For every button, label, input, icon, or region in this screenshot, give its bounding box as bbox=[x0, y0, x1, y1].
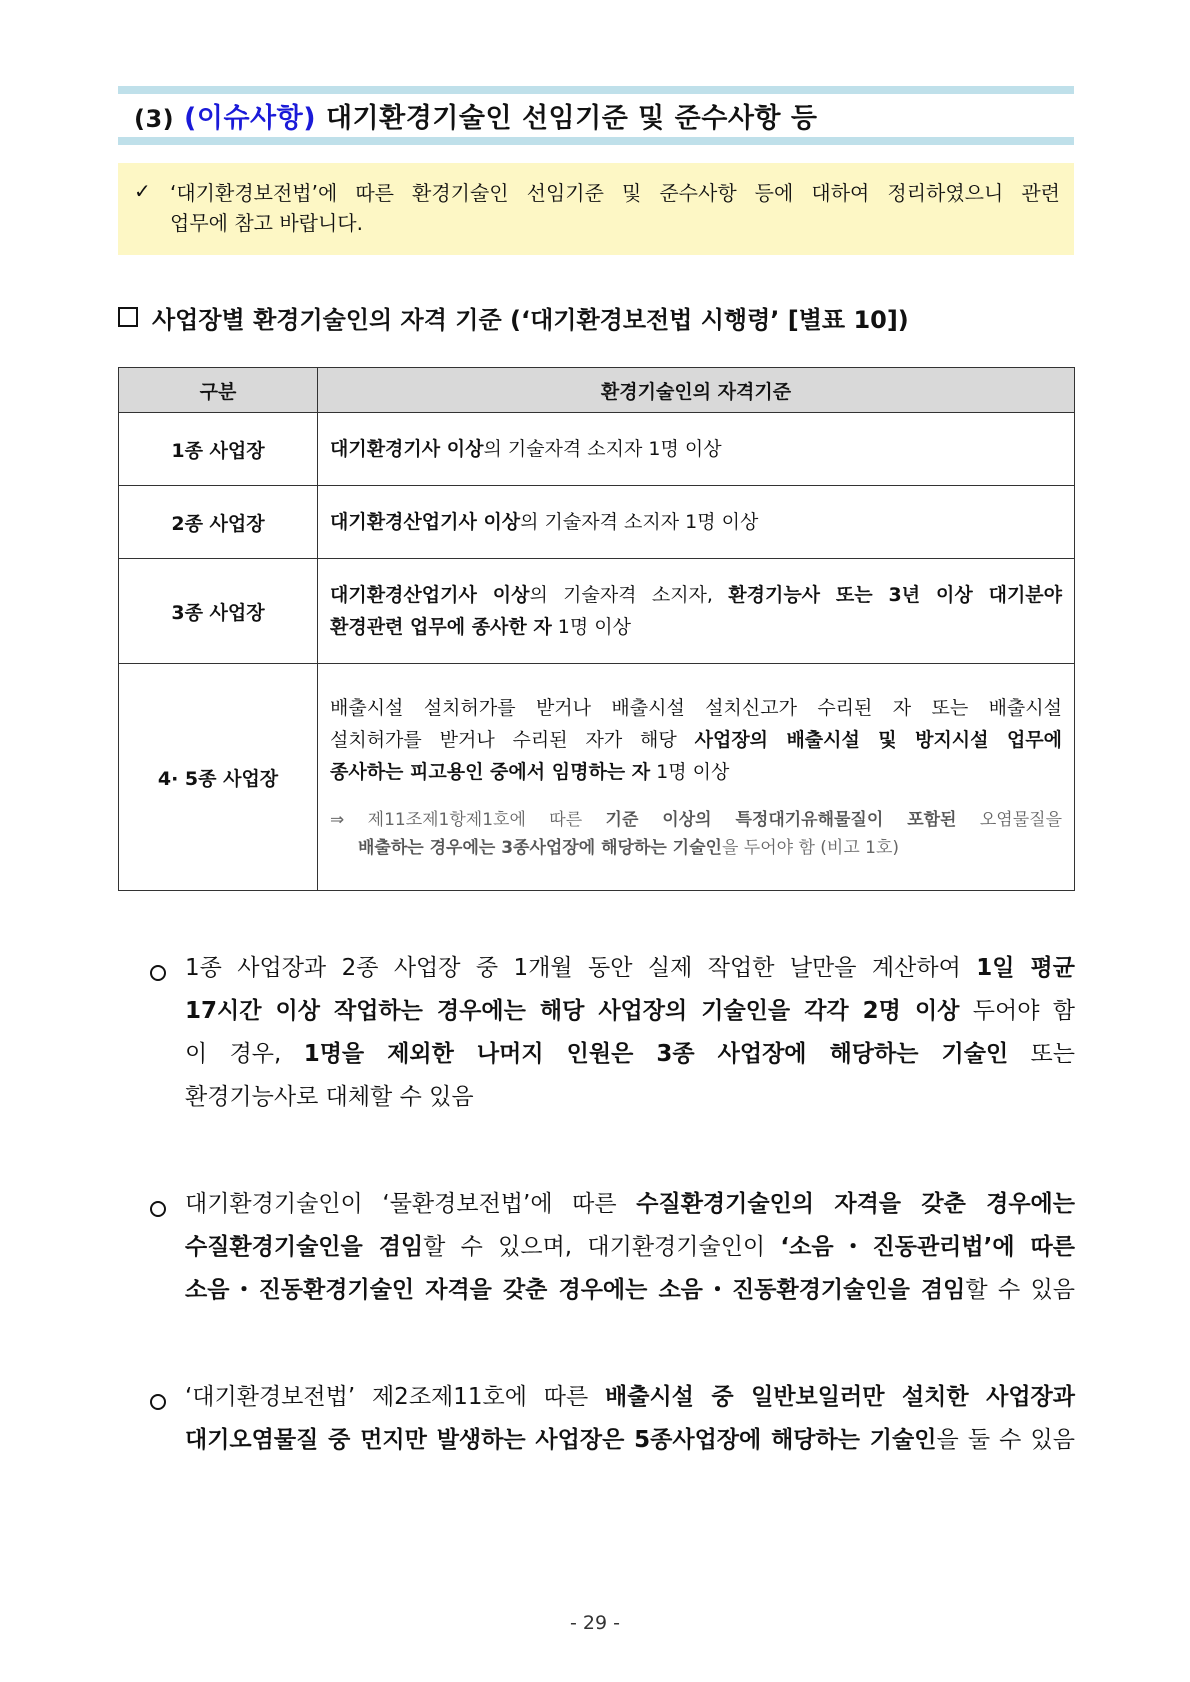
title-issue-tag: (이슈사항) bbox=[184, 103, 317, 134]
title-number: (3) bbox=[134, 105, 175, 133]
bullet-3-marker bbox=[150, 1391, 166, 1416]
section-heading bbox=[118, 300, 909, 335]
circle-bullet-icon bbox=[150, 965, 166, 981]
bold-text: 소음・진동환경기술인 자격을 갖춘 경우에는 소음・진동환경기술인을 겸임 bbox=[185, 1277, 966, 1303]
bullet-2-line-1 bbox=[185, 1183, 1075, 1226]
bullet-3-line-2 bbox=[185, 1419, 1075, 1462]
bold-text: 대기환경기사 이상 bbox=[330, 438, 484, 460]
bold-text: 대기환경산업기사 이상 bbox=[330, 584, 530, 606]
bold-text: 수질환경기술인의 자격을 갖춘 경우에는 bbox=[636, 1191, 1075, 1217]
bullet-2-line-3 bbox=[185, 1269, 1075, 1312]
bold-text: ‘소음・진동관리법’에 따른 bbox=[780, 1234, 1075, 1260]
plain-text: 오염물질을 bbox=[956, 810, 1062, 830]
bold-text: 환경관련 업무에 종사한 자 bbox=[330, 616, 552, 638]
plain-text: ‘대기환경보전법’ 제2조제11호에 따른 bbox=[185, 1384, 606, 1410]
bullet-3-line-1 bbox=[185, 1376, 1075, 1419]
plain-text: 또는 bbox=[1008, 1041, 1075, 1067]
plain-text: 이 경우, bbox=[185, 1041, 304, 1067]
qual-line-1: 배출시설 설치허가를 받거나 배출시설 설치신고가 수리된 자 또는 배출시설 bbox=[330, 697, 1062, 719]
check-icon: ✓ bbox=[134, 179, 151, 203]
checkbox-square-icon bbox=[118, 307, 138, 327]
title-top-rule bbox=[118, 86, 1074, 94]
row-qualification bbox=[318, 559, 1075, 664]
row-category: 1종 사업장 bbox=[119, 413, 318, 486]
bold-text: 사업장의 배출시설 및 방지시설 업무에 bbox=[694, 729, 1063, 751]
row-category: 2종 사업장 bbox=[119, 486, 318, 559]
plain-text: 을 두어야 함 (비고 1호) bbox=[721, 838, 900, 858]
plain-text: 1명 이상 bbox=[551, 616, 631, 638]
notice-line-2: 업무에 참고 바랍니다. bbox=[170, 211, 363, 235]
bullet-1-marker bbox=[150, 962, 166, 987]
title-bottom-rule bbox=[118, 137, 1074, 145]
notice-line-1: ‘대기환경보전법’에 따른 환경기술인 선임기준 및 준수사항 등에 대하여 정리하였으니 관련 bbox=[170, 181, 1060, 205]
qual-line-3 bbox=[330, 756, 1062, 788]
bold-text: 환경기능사 또는 3년 이상 대기분야 bbox=[728, 584, 1063, 606]
header-qualification: 환경기술인의 자격기준 bbox=[318, 368, 1075, 413]
plain-text: 설치허가를 받거나 수리된 자가 해당 bbox=[330, 729, 695, 751]
plain-text: 제11조제1항제1호에 따른 bbox=[367, 810, 606, 830]
ref-line-1 bbox=[330, 806, 1062, 834]
bullet-1-line-1 bbox=[185, 947, 1075, 990]
bold-text: 1일 평균 bbox=[976, 955, 1075, 981]
notice-box bbox=[118, 163, 1074, 255]
bullet-2-line-2 bbox=[185, 1226, 1075, 1269]
plain-text: 을 둘 수 있음 bbox=[936, 1427, 1075, 1453]
bold-text: 대기오염물질 중 먼지만 발생하는 사업장은 5종사업장에 해당하는 기술인 bbox=[185, 1427, 937, 1453]
qualification-table bbox=[118, 367, 1075, 891]
section-title: 사업장별 환경기술인의 자격 기준 (‘대기환경보전법 시행령’ [별표 10]) bbox=[152, 306, 909, 334]
bold-text: 대기환경산업기사 이상 bbox=[330, 511, 521, 533]
row-category: 4· 5종 사업장 bbox=[119, 664, 318, 891]
bold-text: 1명을 제외한 나머지 인원은 3종 사업장에 해당하는 기술인 bbox=[303, 1041, 1009, 1067]
row-category: 3종 사업장 bbox=[119, 559, 318, 664]
page-title bbox=[134, 96, 817, 135]
qual-line-2 bbox=[330, 616, 631, 638]
plain-text: 1명 이상 bbox=[650, 761, 730, 783]
row-qualification bbox=[318, 664, 1075, 891]
bullet-1-paragraph bbox=[185, 947, 1075, 1119]
row-qualification bbox=[318, 413, 1075, 486]
plain-text: 두어야 함 bbox=[959, 998, 1075, 1024]
reference-note bbox=[330, 806, 1062, 862]
plain-text: 할 수 있으며, 대기환경기술인이 bbox=[423, 1234, 781, 1260]
ref-line-2 bbox=[330, 834, 1062, 862]
bold-text: 종사하는 피고용인 중에서 임명하는 자 bbox=[330, 761, 651, 783]
plain-text: 할 수 있음 bbox=[965, 1277, 1076, 1303]
table-row bbox=[119, 413, 1075, 486]
plain-text: 의 기술자격 소지자, bbox=[529, 584, 729, 606]
plain-text: 대기환경기술인이 ‘물환경보전법’에 따른 bbox=[185, 1191, 637, 1217]
row-qualification bbox=[318, 486, 1075, 559]
bold-text: 배출시설 중 일반보일러만 설치한 사업장과 bbox=[605, 1384, 1075, 1410]
bold-text: 배출하는 경우에는 3종사업장에 해당하는 기술인 bbox=[358, 838, 722, 858]
plain-text: 의 기술자격 소지자 1명 이상 bbox=[520, 511, 759, 533]
table-header-row bbox=[119, 368, 1075, 413]
arrow-icon: ⇒ bbox=[330, 810, 345, 830]
bullet-2-paragraph bbox=[185, 1183, 1075, 1312]
bullet-1-line-4: 환경기능사로 대체할 수 있음 bbox=[185, 1084, 474, 1110]
bold-text: 기준 이상의 특정대기유해물질이 포함된 bbox=[605, 810, 957, 830]
circle-bullet-icon bbox=[150, 1394, 166, 1410]
plain-text: 1종 사업장과 2종 사업장 중 1개월 동안 실제 작업한 날만을 계산하여 bbox=[185, 955, 977, 981]
circle-bullet-icon bbox=[150, 1201, 166, 1217]
qual-line-2 bbox=[330, 724, 1062, 756]
table-row bbox=[119, 664, 1075, 891]
bold-text: 수질환경기술인을 겸임 bbox=[185, 1234, 424, 1260]
page-number: - 29 - bbox=[570, 1612, 620, 1634]
title-text: 대기환경기술인 선임기준 및 준수사항 등 bbox=[325, 103, 818, 134]
bullet-1-line-3 bbox=[185, 1033, 1075, 1076]
plain-text: 의 기술자격 소지자 1명 이상 bbox=[483, 438, 722, 460]
bold-text: 17시간 이상 작업하는 경우에는 해당 사업장의 기술인을 각각 2명 이상 bbox=[185, 998, 960, 1024]
header-category: 구분 bbox=[119, 368, 318, 413]
table-row bbox=[119, 559, 1075, 664]
bullet-1-line-2 bbox=[185, 990, 1075, 1033]
bullet-2-marker bbox=[150, 1198, 166, 1223]
table-row bbox=[119, 486, 1075, 559]
qual-line-1 bbox=[330, 579, 1062, 611]
bullet-3-paragraph bbox=[185, 1376, 1075, 1462]
